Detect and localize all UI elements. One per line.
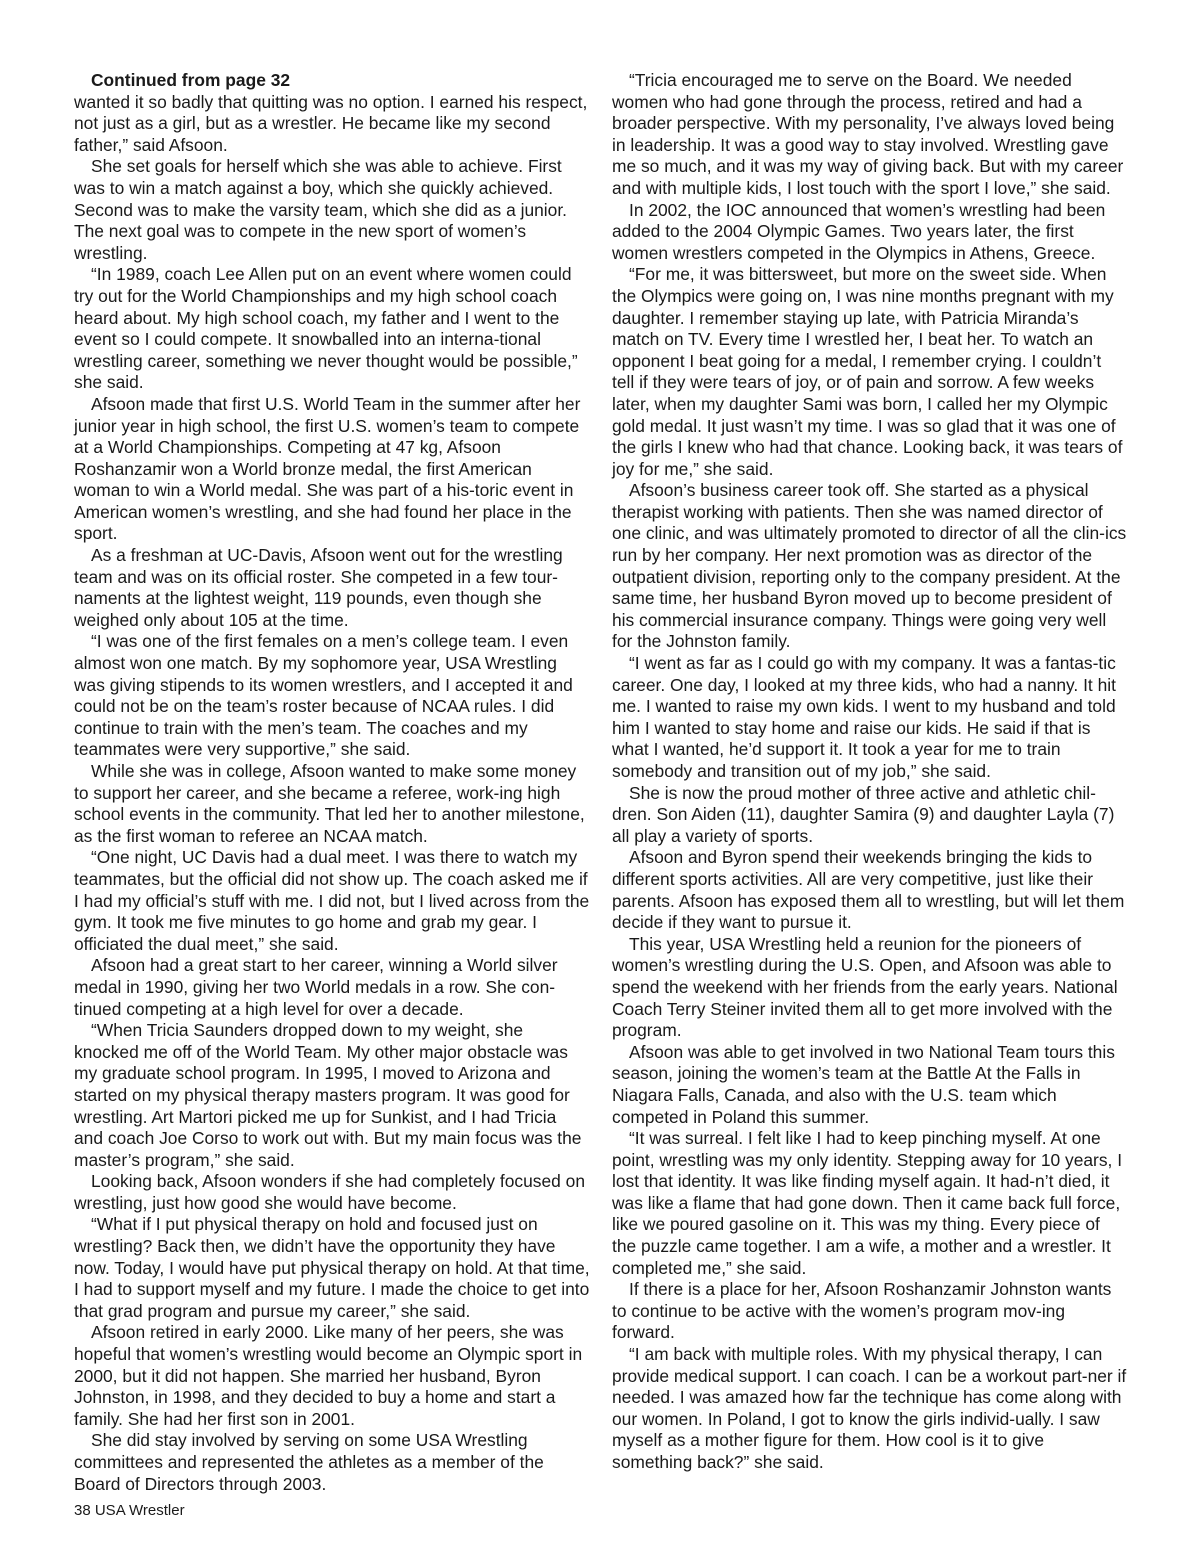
- article-column-right: [612, 70, 1128, 1474]
- page-folio: 38 USA Wrestler: [74, 1502, 185, 1519]
- paragraph: While she was in college, Afsoon wanted to make some money to support her career, and she became a referee, work-ing high school events in the community. That led her to another milestone, as the first woman to referee an NCAA match.: [74, 761, 585, 846]
- paragraph: Looking back, Afsoon wonders if she had completely focused on wrestling, just how good she would have become.: [74, 1171, 586, 1213]
- paragraph: She is now the proud mother of three active and athletic chil-dren. Son Aiden (11), daughter Samira (9) and daughter Layla (7) all play a variety of sports.: [612, 782, 1115, 846]
- paragraph: Afsoon and Byron spend their weekends bringing the kids to different sports activities. All are very competitive, just like their parents. Afsoon has exposed them all to wrestling, but will let them decide if they want to pursue it.: [612, 847, 1125, 933]
- article-column-left: [74, 70, 590, 1495]
- paragraph: This year, USA Wrestling held a reunion for the pioneers of women’s wrestling during the U.S. Open, and Afsoon was able to spend the weekend with her friends from the early years. National Coach Terry Steiner invited them all to get more involved with the program.: [612, 933, 1118, 1041]
- paragraph: “I was one of the first females on a men’s college team. I even almost won one match. By my sophomore year, USA Wrestling was giving stipends to its women wrestlers, and I accepted it and could not be on the team’s roster because of NCAA rules. I did continue to train with the men’s team. The coaches and my teammates were very supportive,” she said.: [74, 631, 573, 760]
- paragraph: Afsoon retired in early 2000. Like many of her peers, she was hopeful that women’s wrestling would become an Olympic sport in 2000, but it did not happen. She married her husband, Byron Johnston, in 1998, and they decided to buy a home and start a family. She had her first son in 2001.: [74, 1322, 583, 1429]
- paragraph: She did stay involved by serving on some USA Wrestling committees and represented the athletes as a member of the Board of Directors through 2003.: [74, 1430, 544, 1494]
- paragraph: As a freshman at UC-Davis, Afsoon went out for the wrestling team and was on its official roster. She competed in a few tour-naments at the lightest weight, 119 pounds, even though she weighed only about 105 at the time.: [74, 545, 563, 630]
- paragraph: Afsoon was able to get involved in two National Team tours this season, joining the women’s team at the Battle At the Falls in Niagara Falls, Canada, and also with the U.S. team which competed in Poland this summer.: [612, 1041, 1115, 1127]
- paragraph: In 2002, the IOC announced that women’s wrestling had been added to the 2004 Olympic Games. Two years later, the first women wrestlers competed in the Olympics in Athens, Greece.: [612, 199, 1106, 263]
- paragraph: “What if I put physical therapy on hold and focused just on wrestling? Back then, we didn’t have the opportunity they have now. Today, I would have put physical therapy on hold. At that time, I had to support myself and my future. I made the choice to get into that grad program and pursue my career,” she said.: [74, 1214, 590, 1321]
- paragraph: “It was surreal. I felt like I had to keep pinching myself. At one point, wrestling was my only identity. Stepping away for 10 years, I lost that identity. It was like finding myself again. It had-n’t died, it was like a flame that had gone down. Then it came back full force, like we poured gasoline on it. This was my thing. Every piece of the puzzle came together. I am a wife, a mother and a wrestler. It completed me,” she said.: [612, 1128, 1123, 1278]
- paragraph: “One night, UC Davis had a dual meet. I was there to watch my teammates, but the official did not show up. The coach asked me if I had my official’s stuff with me. I did not, but I lived across from the gym. It took me five minutes to go home and grab my gear. I officiated the dual meet,” she said.: [74, 847, 590, 954]
- paragraph: Afsoon made that first U.S. World Team in the summer after her junior year in high school, the first U.S. women’s team to compete at a World Championships. Competing at 47 kg, Afsoon Roshanzamir won a World bronze medal, the first American woman to win a World medal. She was part of a his-toric event in American women’s wrestling, and she had found her place in the sport.: [74, 393, 581, 544]
- paragraph: “Tricia encouraged me to serve on the Board. We needed women who had gone through the process, retired and had a broader perspective. With my personality, I’ve always loved being in leadership. It was a good way to stay involved. Wrestling gave me so much, and it was my way of giving back. But with my career and with multiple kids, I lost touch with the sport I love,” she said.: [612, 70, 1124, 198]
- paragraph: Afsoon had a great start to her career, winning a World silver medal in 1990, giving her two World medals in a row. She con-tinued competing at a high level for over a decade.: [74, 955, 558, 1019]
- paragraph: “When Tricia Saunders dropped down to my weight, she knocked me off of the World Team. My other major obstacle was my graduate school program. In 1995, I moved to Arizona and started on my physical therapy masters program. It was good for wrestling. Art Martori picked me up for Sunkist, and I had Tricia and coach Joe Corso to work out with. But my main focus was the master’s program,” she said.: [74, 1020, 582, 1170]
- paragraph: If there is a place for her, Afsoon Roshanzamir Johnston wants to continue to be active with the women’s program mov-ing forward.: [612, 1279, 1112, 1343]
- continued-label: Continued from page 32: [91, 70, 291, 90]
- paragraph: “For me, it was bittersweet, but more on the sweet side. When the Olympics were going on, I was nine months pregnant with my daughter. I remember staying up late, with Patricia Miranda’s match on TV. Every time I wrestled her, I beat her. To watch an opponent I beat going for a medal, I remember crying. I couldn’t tell if they were tears of joy, or of pain and sorrow. A few weeks later, when my daughter Sami was born, I called her my Olympic gold medal. It just wasn’t my time. I was so glad that it was one of the girls I knew who had that chance. Looking back, it was tears of joy for me,” she said.: [612, 264, 1123, 479]
- paragraph: “In 1989, coach Lee Allen put on an event where women could try out for the World Championships and my high school coach heard about. My high school coach, my father and I went to the event so I could compete. It snowballed into an interna-tional wrestling career, something we never thought would be possible,” she said.: [74, 264, 578, 393]
- paragraph: “I went as far as I could go with my company. It was a fantas-tic career. One day, I looked at my three kids, who had a nanny. It hit me. I wanted to raise my own kids. I went to my husband and told him I wanted to stay home and raise our kids. He said if that is what I wanted, he’d support it. It took a year for me to train somebody and transition out of my job,” she said.: [612, 653, 1116, 781]
- paragraph: She set goals for herself which she was able to achieve. First was to win a match against a boy, which she quickly achieved. Second was to make the varsity team, which she did as a junior. The next goal was to compete in the new sport of women’s wrestling.: [74, 156, 567, 263]
- paragraph: Afsoon’s business career took off. She started as a physical therapist working with patients. Then she was named director of one clinic, and was ultimately promoted to director of all the clin-ics run by her company. Her next promotion was as director of the outpatient division, reporting only to the company president. At the same time, her husband Byron moved up to become president of his commercial insurance company. Things were going very well for the Johnston family.: [612, 480, 1127, 652]
- paragraph: wanted it so badly that quitting was no option. I earned his respect, not just as a girl, but as a wrestler. He became like my second father,” said Afsoon.: [74, 91, 588, 155]
- paragraph: “I am back with multiple roles. With my physical therapy, I can provide medical support. I can coach. I can be a workout part-ner if needed. I was amazed how far the technique has come along with our women. In Poland, I got to know the girls individ-ually. I saw myself as a mother figure for them. How cool is it to give something back?” she said.: [612, 1344, 1127, 1472]
